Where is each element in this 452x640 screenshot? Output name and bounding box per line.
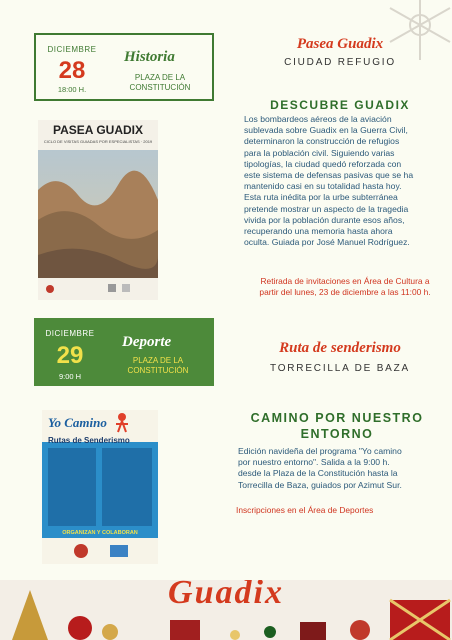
poster-logo-icons: [72, 542, 132, 560]
note-line: Retirada de invitaciones en Área de Cultura a: [260, 276, 430, 286]
section-subtitle: CIUDAD REFUGIO: [284, 57, 396, 68]
event-place: [114, 73, 206, 93]
section-heading: DESCUBRE GUADIX: [270, 98, 410, 112]
section-title-pasea: Pasea Guadix: [296, 36, 384, 52]
body-line: pretende mostrar un aspecto de la tragedia: [244, 203, 409, 214]
body-line: por nuestro entorno". Salida a la 9:00 h.: [238, 457, 390, 468]
poster-title: PASEA GUADIX: [52, 123, 143, 137]
event-day: 29: [56, 342, 84, 369]
body-line: Los bombardeos aéreos de la aviación: [244, 114, 392, 124]
heading-line: CAMINO POR NUESTRO: [250, 411, 424, 425]
place-line-1: PLAZA DE LA: [132, 356, 184, 365]
body-line: recuperando una memoria hasta ahora: [244, 226, 393, 237]
event-month: DICIEMBRE: [47, 45, 97, 54]
event-month: DICIEMBRE: [45, 329, 95, 338]
body-line: mantenido casi en su totalidad hasta hoy.: [244, 181, 402, 192]
body-line: Edición navideña del programa "Yo camino: [238, 446, 402, 456]
place-line-1: PLAZA DE LA: [134, 73, 186, 82]
heading-line: ENTORNO: [300, 427, 374, 441]
place-line-2: CONSTITUCIÓN: [129, 83, 191, 92]
poster-footer-label: ORGANIZAN Y COLABORAN: [62, 530, 138, 536]
body-line: sublevada sobre Guadix en la Guerra Civil,: [244, 125, 408, 136]
poster-yo-camino: [42, 410, 158, 564]
body-line: vivida por la población durante esos años,: [244, 214, 405, 225]
section-note: Inscripciones en el Área de Deportes: [236, 505, 374, 515]
poster-title: Yo Camino: [48, 415, 107, 430]
body-line: determinaron la construcción de refugios: [244, 136, 400, 147]
poster-figure-icon: [112, 412, 132, 438]
poster-list-left: [48, 448, 96, 526]
event-card-deporte: [34, 318, 214, 386]
body-line: tipologías, la ciudad quedó reforzada con: [244, 158, 402, 169]
section-body: [238, 446, 448, 491]
event-time: 9:00 H: [58, 372, 82, 381]
section-body: [244, 114, 444, 248]
event-category: Historia: [124, 49, 175, 65]
body-line: Torrecilla de Baza, guiados por Azimut Sur.: [238, 479, 402, 490]
section-subtitle: TORRECILLA DE BAZA: [269, 363, 411, 374]
poster-subtitle: Rutas de Senderismo: [48, 436, 130, 445]
section-title-ruta: Ruta de senderismo: [279, 340, 401, 356]
event-time: 18:00 H.: [57, 85, 87, 94]
section-note: [240, 276, 450, 298]
poster-subtitle: CICLO DE VISITAS GUIADAS POR ESPECIALISTAS · 2019: [43, 139, 153, 144]
footer-banner: [0, 580, 452, 640]
body-line: desde la Plaza de la Constitución hasta la: [238, 468, 398, 479]
poster-pasea-guadix: [38, 120, 158, 300]
note-line: partir del lunes, 23 de diciembre a las 11:00 h.: [259, 287, 431, 298]
section-heading: [232, 410, 442, 442]
body-line: oculta. Guiada por José Manuel Rodríguez.: [244, 237, 410, 248]
poster-landscape-image: [38, 150, 158, 300]
event-card-historia: [34, 33, 214, 101]
poster-list-right: [102, 448, 152, 526]
body-line: para la población civil. Siguiendo varias: [244, 147, 395, 158]
body-line: Esta ruta inédita por la urbe subterránea: [244, 192, 398, 203]
body-line: este sistema de defensas pasivas que se ha: [244, 170, 414, 181]
event-category: Deporte: [122, 334, 172, 350]
footer-title: Guadix: [168, 580, 284, 611]
place-line-2: CONSTITUCIÓN: [127, 366, 189, 375]
event-place: [112, 356, 204, 376]
event-day: 28: [58, 57, 86, 84]
